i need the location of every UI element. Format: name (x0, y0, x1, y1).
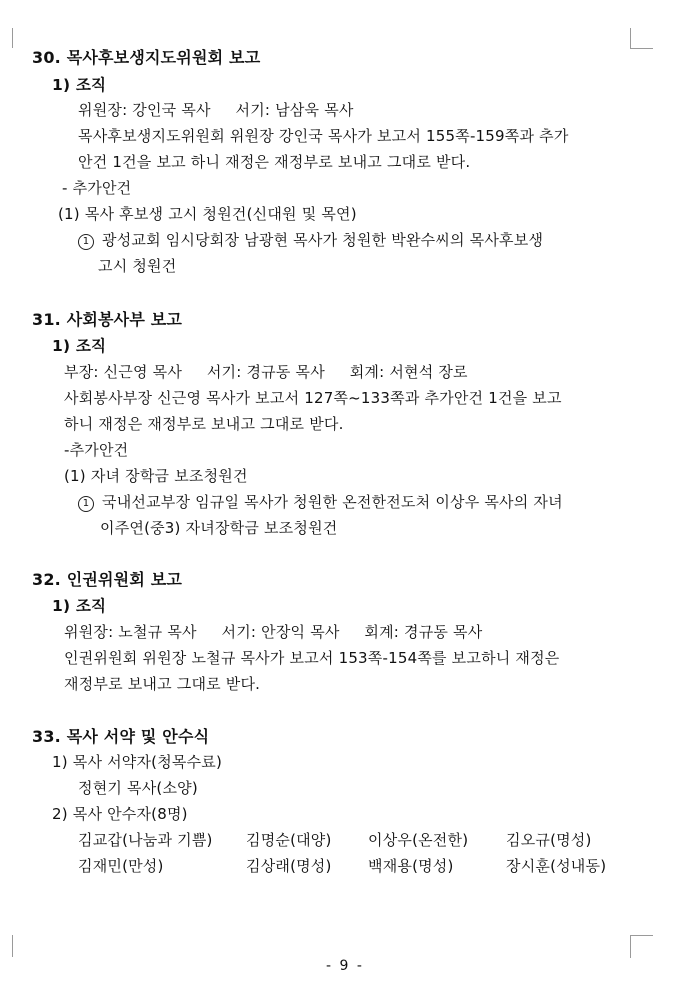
section-31-body-line-2: 하니 재정은 재정부로 보내고 그대로 받다. (64, 415, 344, 433)
crop-mark-top-right (630, 28, 653, 49)
section-31-circled-text: 국내선교부장 임규일 목사가 청원한 온전한전도처 이상우 목사의 자녀 (102, 493, 563, 511)
section-30-extra-label: - 추가안건 (62, 179, 132, 197)
circled-number-icon: 1 (78, 496, 94, 512)
section-30-body-line-1: 목사후보생지도위원회 위원장 강인국 목사가 보고서 155쪽-159쪽과 추가 (78, 127, 569, 145)
section-31-item-1: (1) 자녀 장학금 보조청원건 (64, 467, 248, 485)
section-33-title: 33. 목사 서약 및 안수식 (32, 727, 210, 746)
section-32-officers: 위원장: 노철규 목사 서기: 안장익 목사 회계: 경규동 목사 (64, 623, 483, 641)
ordinand-name: 김오규(명성) (506, 831, 592, 849)
section-30-circled-text-cont: 고시 청원건 (98, 257, 177, 275)
section-30-title: 30. 목사후보생지도위원회 보고 (32, 48, 261, 67)
section-30-sub-1: 1) 조직 (52, 76, 107, 94)
section-30-item-1: (1) 목사 후보생 고시 청원건(신대원 및 목연) (58, 205, 357, 223)
section-31-circled-item (78, 492, 563, 512)
section-33-sub-1: 1) 목사 서약자(청목수료) (52, 753, 223, 771)
section-31-circled-text-cont: 이주연(중3) 자녀장학금 보조청원건 (100, 519, 338, 537)
ordinand-name: 김명순(대양) (246, 831, 332, 849)
section-31-body-line-1: 사회봉사부장 신근영 목사가 보고서 127쪽~133쪽과 추가안건 1건을 보고 (64, 389, 562, 407)
section-33-pledger: 정현기 목사(소양) (78, 779, 198, 797)
section-32-body-line-2: 재정부로 보내고 그대로 받다. (64, 675, 261, 693)
circled-number-icon: 1 (78, 234, 94, 250)
section-31-title: 31. 사회봉사부 보고 (32, 310, 183, 329)
section-30-circled-item (78, 230, 543, 250)
section-31-sub-1: 1) 조직 (52, 337, 107, 355)
ordinand-name: 백재용(명성) (368, 857, 454, 875)
section-30-circled-text: 광성교회 임시당회장 남광현 목사가 청원한 박완수씨의 목사후보생 (102, 231, 544, 249)
section-32-body-line-1: 인권위원회 위원장 노철규 목사가 보고서 153쪽-154쪽를 보고하니 재정은 (64, 649, 560, 667)
page-number: - 9 - (326, 958, 364, 974)
ordinand-name: 김재민(만성) (78, 857, 164, 875)
section-32-sub-1: 1) 조직 (52, 597, 107, 615)
section-30-body-line-2: 안건 1건을 보고 하니 재정은 재정부로 보내고 그대로 받다. (78, 153, 471, 171)
ordinand-name: 이상우(온전한) (368, 831, 469, 849)
crop-mark-top-left (0, 28, 13, 48)
section-30-officers: 위원장: 강인국 목사 서기: 남삼욱 목사 (78, 101, 354, 119)
section-32-title: 32. 인권위원회 보고 (32, 570, 183, 589)
ordinand-name: 김교갑(나눔과 기쁨) (78, 831, 213, 849)
section-33-sub-2: 2) 목사 안수자(8명) (52, 805, 188, 823)
ordinand-name: 장시훈(성내동) (506, 857, 607, 875)
section-31-extra-label: -추가안건 (64, 441, 129, 459)
crop-mark-bottom-left (0, 935, 13, 957)
crop-mark-bottom-right (630, 935, 653, 958)
section-31-officers: 부장: 신근영 목사 서기: 경규동 목사 회계: 서현석 장로 (64, 363, 468, 381)
ordinand-name: 김상래(명성) (246, 857, 332, 875)
